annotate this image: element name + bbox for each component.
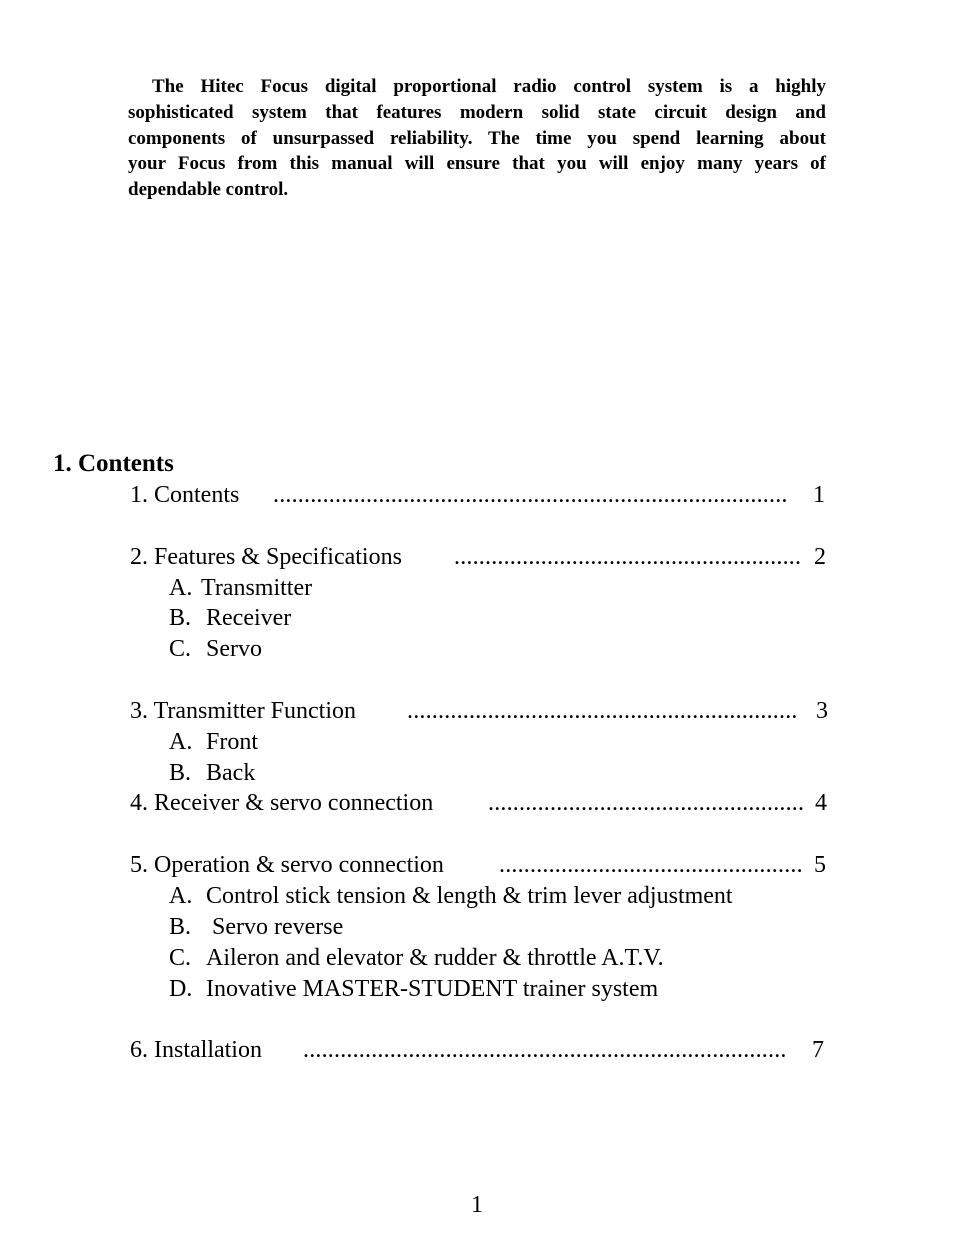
toc-subentry[interactable]: [169, 573, 312, 603]
toc-entry-title: 4. Receiver & servo connection: [130, 790, 434, 816]
toc-subentry[interactable]: [169, 727, 258, 757]
toc-subentry-letter: A.: [169, 729, 193, 755]
toc-subentry-letter: C.: [169, 636, 192, 662]
toc-subentry[interactable]: [169, 634, 262, 664]
toc-entry[interactable]: [130, 542, 826, 572]
toc-subentry[interactable]: [169, 881, 733, 911]
toc-subentry[interactable]: [169, 603, 291, 633]
toc-leader-dots: ...................................................................................: [273, 482, 788, 508]
toc-leader-dots: ........................................................: [454, 544, 802, 570]
toc-entry-title: 5. Operation & servo connection: [130, 852, 444, 878]
toc-subentry[interactable]: [169, 943, 664, 973]
toc-entry[interactable]: [130, 788, 827, 818]
toc-subentry-letter: B.: [169, 605, 192, 631]
toc-page-number: 2: [814, 544, 826, 570]
toc-heading: 1. Contents: [53, 450, 174, 477]
toc-subentry-label: Control stick tension & length & trim lever adjustment: [206, 883, 733, 909]
toc-page-number: 3: [816, 698, 828, 724]
page-number: 1: [471, 1192, 483, 1218]
toc-entry[interactable]: [130, 1035, 824, 1065]
toc-subentry-label: Transmitter: [201, 575, 313, 601]
toc-subentry-letter: B.: [169, 914, 192, 940]
toc-entry-title: 1. Contents: [130, 482, 240, 508]
toc-entry-title: 3. Transmitter Function: [130, 698, 357, 724]
intro-line: your Focus from this manual will ensure that you will enjoy many years of: [128, 153, 826, 175]
toc-leader-dots: ...................................................: [488, 790, 805, 816]
intro-line: components of unsurpassed reliability. The time you spend learning about: [128, 127, 826, 149]
toc-subentry-label: Receiver: [206, 605, 292, 631]
toc-entry-title: 2. Features & Specifications: [130, 544, 402, 570]
toc-page-number: 1: [813, 482, 825, 508]
toc-subentry[interactable]: [169, 758, 255, 788]
toc-leader-dots: ..............................................................................: [303, 1037, 787, 1063]
toc-subentry-letter: A.: [169, 575, 193, 601]
toc-leader-dots: ...............................................................: [407, 698, 798, 724]
toc-entry[interactable]: [130, 480, 825, 510]
toc-page-number: 5: [814, 852, 826, 878]
toc-subentry-label: Servo: [206, 636, 262, 662]
intro-line: sophisticated system that features modern solid state circuit design and: [128, 101, 826, 123]
toc-subentry[interactable]: [169, 912, 343, 942]
toc-subentry-label: Back: [206, 760, 256, 786]
intro-line: The Hitec Focus digital proportional radio control system is a highly: [152, 76, 826, 97]
toc-subentry-label: Front: [206, 729, 259, 755]
toc-leader-dots: .................................................: [499, 852, 803, 878]
toc-entry[interactable]: [130, 696, 828, 726]
toc-subentry-label: Aileron and elevator & rudder & throttle A.T.V.: [206, 945, 664, 971]
toc-subentry-label: Servo reverse: [212, 914, 344, 940]
intro-line: dependable control.: [128, 179, 289, 201]
toc-entry[interactable]: [130, 850, 826, 880]
toc-subentry-letter: D.: [169, 976, 193, 1002]
toc-subentry[interactable]: [169, 974, 658, 1004]
toc-subentry-letter: B.: [169, 760, 192, 786]
toc-page-number: 4: [815, 790, 827, 816]
toc-subentry-letter: A.: [169, 883, 193, 909]
toc-page-number: 7: [812, 1037, 824, 1063]
toc-subentry-letter: C.: [169, 945, 192, 971]
toc-subentry-label: Inovative MASTER-STUDENT trainer system: [206, 976, 659, 1002]
toc-entry-title: 6. Installation: [130, 1037, 262, 1063]
